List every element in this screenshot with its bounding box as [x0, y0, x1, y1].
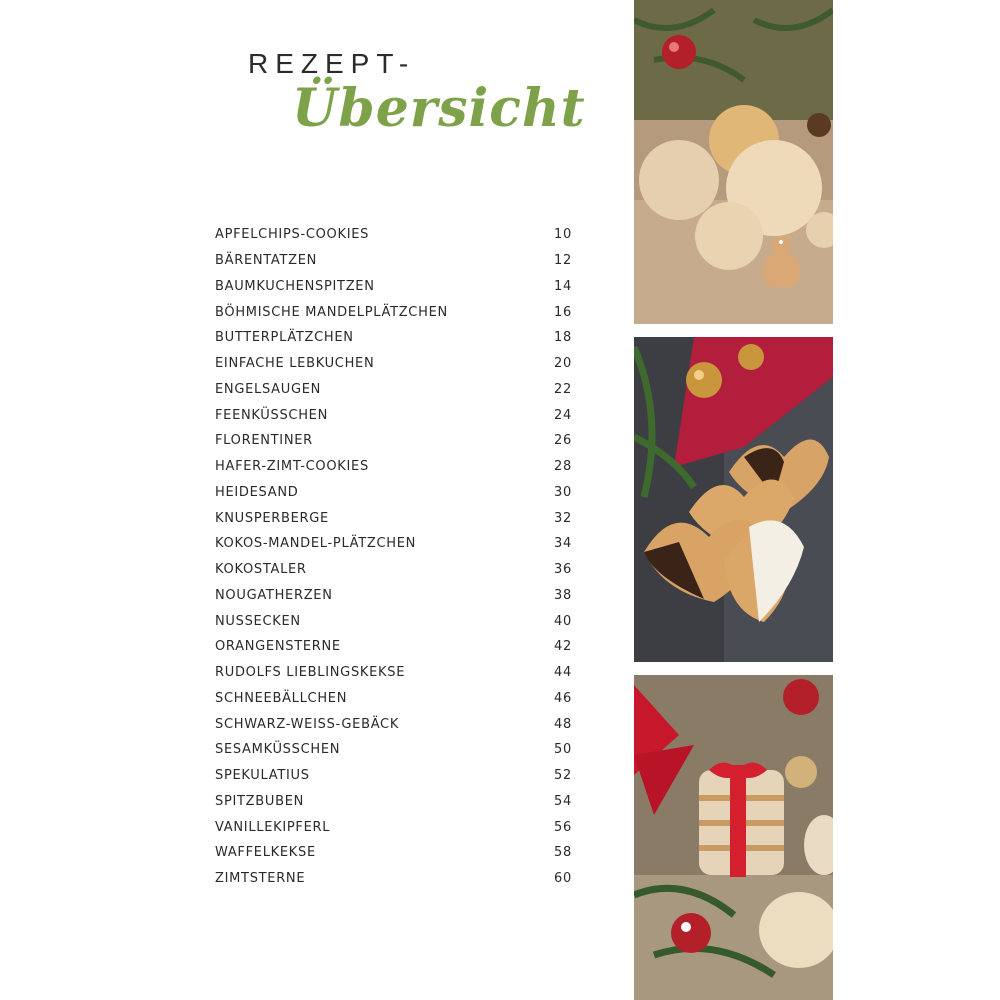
photo-stacked-cookies: [634, 675, 833, 1000]
recipe-page-number: 52: [554, 768, 572, 784]
recipe-row: [215, 686, 572, 712]
recipe-page-number: 20: [554, 356, 572, 372]
recipe-name: SESAMKÜSSCHEN: [215, 742, 341, 758]
recipe-row: [215, 711, 572, 737]
recipe-page-number: 26: [554, 433, 572, 449]
recipe-row: [215, 325, 572, 351]
recipe-row: [215, 351, 572, 377]
recipe-page-number: 44: [554, 665, 572, 681]
recipe-row: [215, 454, 572, 480]
recipe-page-number: 60: [554, 871, 572, 887]
recipe-name: BUTTERPLÄTZCHEN: [215, 330, 354, 346]
recipe-name: NOUGATHERZEN: [215, 587, 333, 603]
recipe-page-number: 46: [554, 690, 572, 706]
recipe-name: ENGELSAUGEN: [215, 381, 322, 397]
recipe-name: ZIMTSTERNE: [215, 871, 306, 887]
recipe-row: [215, 583, 572, 609]
recipe-page-number: 48: [554, 716, 572, 732]
recipe-page-number: 36: [554, 562, 572, 578]
recipe-name: VANILLEKIPFERL: [215, 819, 331, 835]
recipe-page-number: 16: [554, 304, 572, 320]
recipe-name: SCHWARZ-WEISS-GEBÄCK: [215, 716, 400, 732]
heading-uebersicht: Übersicht: [292, 78, 586, 139]
recipe-name: RUDOLFS LIEBLINGSKEKSE: [215, 665, 406, 681]
recipe-page-number: 56: [554, 819, 572, 835]
recipe-row: [215, 660, 572, 686]
recipe-row: [215, 531, 572, 557]
recipe-page-number: 24: [554, 407, 572, 423]
recipe-row: [215, 840, 572, 866]
recipe-page-number: 28: [554, 459, 572, 475]
recipe-page-number: 58: [554, 845, 572, 861]
recipe-page-number: 32: [554, 510, 572, 526]
recipe-name: BAUMKUCHENSPITZEN: [215, 278, 375, 294]
recipe-name: BÄRENTATZEN: [215, 253, 318, 269]
recipe-row: [215, 505, 572, 531]
recipe-page-number: 50: [554, 742, 572, 758]
recipe-name: ORANGENSTERNE: [215, 639, 341, 655]
recipe-page-number: 30: [554, 484, 572, 500]
recipe-page-number: 54: [554, 793, 572, 809]
recipe-row: [215, 814, 572, 840]
heading-rezept: REZEPT-: [248, 48, 416, 79]
recipe-page-number: 42: [554, 639, 572, 655]
recipe-page-number: 18: [554, 330, 572, 346]
recipe-row: [215, 402, 572, 428]
recipe-row: [215, 634, 572, 660]
recipe-name: KOKOS-MANDEL-PLÄTZCHEN: [215, 536, 417, 552]
photo-heart-cookies: [634, 337, 833, 662]
recipe-page-number: 40: [554, 613, 572, 629]
recipe-name: BÖHMISCHE MANDELPLÄTZCHEN: [215, 304, 448, 320]
recipe-page-number: 12: [554, 253, 572, 269]
recipe-name: FEENKÜSSCHEN: [215, 407, 329, 423]
recipe-row: [215, 299, 572, 325]
recipe-name: KNUSPERBERGE: [215, 510, 329, 526]
recipe-name: EINFACHE LEBKUCHEN: [215, 356, 375, 372]
recipe-row: [215, 866, 572, 892]
recipe-page-number: 34: [554, 536, 572, 552]
recipe-name: HEIDESAND: [215, 484, 299, 500]
recipe-row: [215, 428, 572, 454]
recipe-page-number: 14: [554, 278, 572, 294]
recipe-row: [215, 222, 572, 248]
recipe-page-number: 38: [554, 587, 572, 603]
recipe-page-number: 22: [554, 381, 572, 397]
recipe-name: SPEKULATIUS: [215, 768, 310, 784]
recipe-name: FLORENTINER: [215, 433, 313, 449]
recipe-row: [215, 480, 572, 506]
recipe-row: [215, 377, 572, 403]
recipe-name: WAFFELKEKSE: [215, 845, 316, 861]
recipe-row: [215, 608, 572, 634]
recipe-name: HAFER-ZIMT-COOKIES: [215, 459, 369, 475]
recipe-name: APFELCHIPS-COOKIES: [215, 227, 370, 243]
recipe-row: [215, 789, 572, 815]
recipe-row: [215, 248, 572, 274]
recipe-row: [215, 763, 572, 789]
recipe-page-number: 10: [554, 227, 572, 243]
recipe-index: [215, 222, 572, 892]
recipe-name: SCHNEEBÄLLCHEN: [215, 690, 348, 706]
photo-sugar-cookies: [634, 0, 833, 324]
recipe-name: KOKOSTALER: [215, 562, 307, 578]
recipe-name: NUSSECKEN: [215, 613, 301, 629]
recipe-name: SPITZBUBEN: [215, 793, 305, 809]
recipe-row: [215, 557, 572, 583]
recipe-row: [215, 737, 572, 763]
recipe-row: [215, 274, 572, 300]
